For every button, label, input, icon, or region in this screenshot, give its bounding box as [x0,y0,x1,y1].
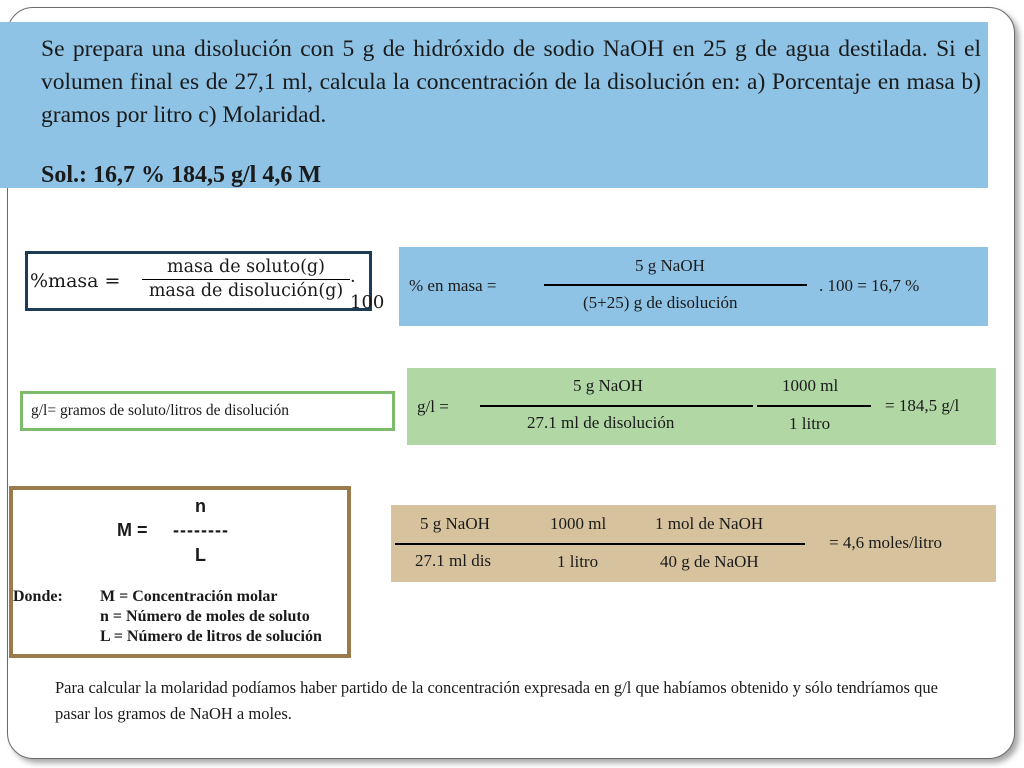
calc-mol-numerator: 1 mol de NaOH [655,514,764,533]
molarity-formula [9,486,351,658]
calc-gl-numerator: 1000 ml [782,376,839,395]
mass-formula-rhs: · 100 [350,271,385,313]
calc-mol-denominator: 40 g de NaOH [660,552,759,571]
molar-definition-line: L = Número de litros de solución [100,628,322,645]
grams-per-liter-calculation [407,368,996,445]
mass-percent-formula [25,251,385,313]
mass-formula-lhs: %masa = [30,270,121,292]
calc-gl-denominator: 27.1 ml de disolución [527,413,675,432]
problem-header [0,22,988,188]
calc-mol-numerator: 5 g NaOH [420,514,490,533]
calc-mol-fraction-bar [395,543,805,545]
problem-statement: Se prepara una disolución con 5 g de hidróxido de sodio NaOH en 25 g de agua destilada. Si el volumen final es de 27,1 ml, calcula la concentración de la disolución en: a) Porcentaje en masa b) gramos por litro c) Molaridad. [41,36,981,128]
calc-mass-denominator: (5+25) g de disolución [583,293,738,312]
explanation-note: Para calcular la molaridad podíamos haber partido de la concentración expresada en g/l que habíamos obtenido y sólo tendríamos que pasar los gramos de NaOH a moles. [55,678,938,723]
calc-gl-numerator: 5 g NaOH [573,376,643,395]
calc-mol-denominator: 27.1 ml dis [415,551,492,570]
calc-mol-numerator: 1000 ml [550,514,607,533]
calc-gl-result: = 184,5 g/l [885,396,960,415]
molarity-calculation [391,505,996,582]
calc-mol-result: = 4,6 moles/litro [829,533,942,552]
molar-lhs: M = [117,520,148,540]
mass-formula-denominator: masa de disolución(g) [148,281,344,301]
molar-fraction-bar: -------- [173,520,229,540]
molar-denominator: L [195,545,206,565]
mass-formula-numerator: masa de soluto(g) [142,257,350,280]
gl-formula-text: g/l= gramos de soluto/litros de disolución [31,402,290,419]
calc-gl-denominator: 1 litro [789,414,831,433]
molar-donde-label: Donde: [13,588,63,605]
mass-formula-fraction [142,257,350,301]
calc-mass-lhs: % en masa = [409,276,497,295]
grams-per-liter-formula [20,391,395,431]
solution-line: Sol.: 16,7 % 184,5 g/l 4,6 M [41,162,321,188]
molar-numerator: n [195,496,206,516]
calc-mol-denominator: 1 litro [557,552,599,571]
molar-definition-line: n = Número de moles de soluto [100,608,310,625]
calc-mass-fraction-bar [544,284,807,286]
calc-gl-lhs: g/l = [417,397,449,416]
mass-percent-calculation [399,247,988,326]
calc-mass-result: . 100 = 16,7 % [819,276,920,295]
calc-mass-numerator: 5 g NaOH [635,256,705,275]
molar-definition-line: M = Concentración molar [100,588,278,605]
calc-gl-fraction-bar [480,405,753,407]
calc-gl-fraction-bar [757,405,871,407]
